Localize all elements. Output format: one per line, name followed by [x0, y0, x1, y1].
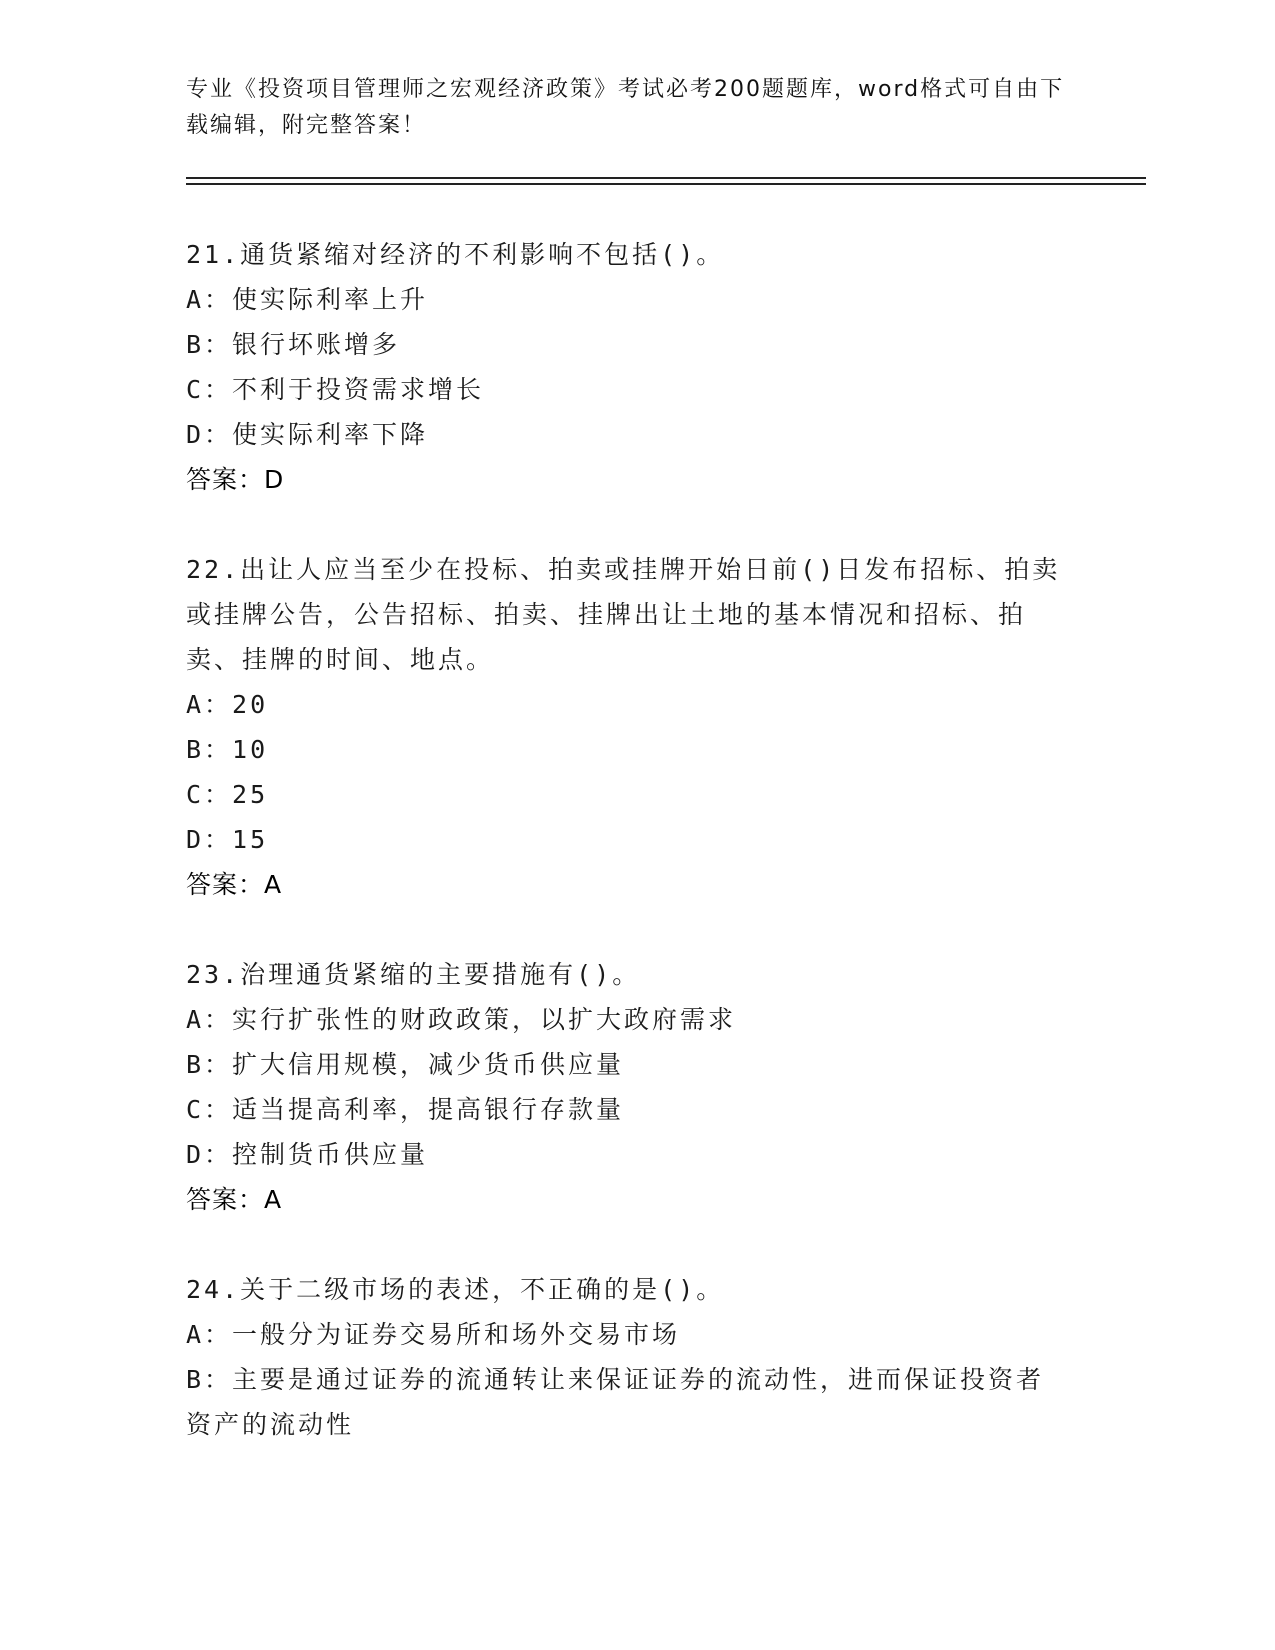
- option-a: A：20: [186, 690, 269, 719]
- option-a: A：一般分为证券交易所和场外交易市场: [186, 1320, 681, 1349]
- header-divider-bottom: [186, 183, 1146, 185]
- option-c: C：适当提高利率，提高银行存款量: [186, 1095, 625, 1124]
- option-b: B：10: [186, 735, 269, 764]
- option-d: D：使实际利率下降: [186, 420, 429, 449]
- option-a: A：使实际利率上升: [186, 285, 429, 314]
- question-23: [186, 952, 1066, 1222]
- question-stem: 21.通货紧缩对经济的不利影响不包括()。: [186, 240, 725, 269]
- header-divider-top: [186, 177, 1146, 179]
- option-b: B：主要是通过证券的流通转让来保证证券的流动性，进而保证投资者资产的流动性: [186, 1365, 1045, 1439]
- question-24: [186, 1267, 1066, 1447]
- question-list: [186, 232, 1066, 1492]
- option-a: A：实行扩张性的财政政策，以扩大政府需求: [186, 1005, 737, 1034]
- answer-line: 答案：D: [186, 465, 285, 494]
- question-22: [186, 547, 1066, 907]
- option-b: B：银行坏账增多: [186, 330, 401, 359]
- question-stem: 23.治理通货紧缩的主要措施有()。: [186, 960, 641, 989]
- answer-line: 答案：A: [186, 870, 283, 899]
- option-c: C：不利于投资需求增长: [186, 375, 485, 404]
- option-d: D：控制货币供应量: [186, 1140, 429, 1169]
- question-stem: 22.出让人应当至少在投标、拍卖或挂牌开始日前()日发布招标、拍卖或挂牌公告，公告招标、拍卖、挂牌出让土地的基本情况和招标、拍卖、挂牌的时间、地点。: [186, 555, 1061, 674]
- document-header: 专业《投资项目管理师之宏观经济政策》考试必考200题题库，word格式可自由下载编辑，附完整答案！: [186, 77, 1065, 138]
- option-d: D：15: [186, 825, 269, 854]
- answer-line: 答案：A: [186, 1185, 283, 1214]
- option-b: B：扩大信用规模，减少货币供应量: [186, 1050, 625, 1079]
- option-c: C：25: [186, 780, 269, 809]
- question-stem: 24.关于二级市场的表述，不正确的是()。: [186, 1275, 725, 1304]
- question-21: [186, 232, 1066, 502]
